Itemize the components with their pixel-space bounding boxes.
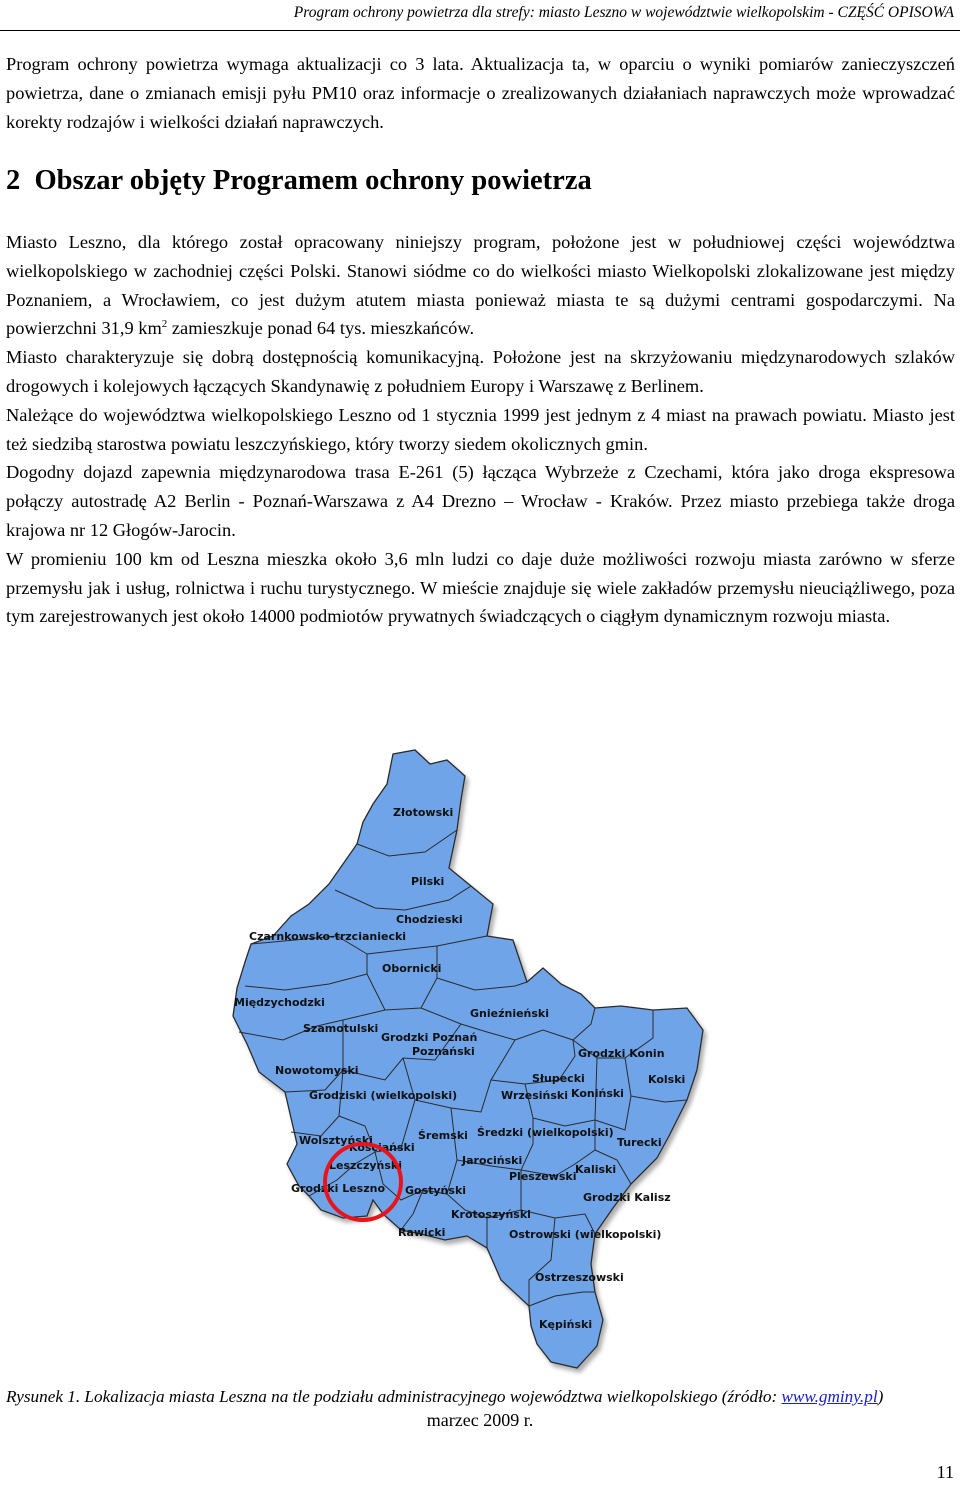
label-sredzki: Średzki (wielkopolski) bbox=[477, 1126, 614, 1139]
figure-caption bbox=[6, 1386, 955, 1408]
label-kaliski: Kaliski bbox=[575, 1163, 617, 1176]
label-czarnkowsko: Czarnkowsko-trzcianiecki bbox=[249, 930, 407, 943]
label-obornicki: Obornicki bbox=[382, 962, 442, 975]
label-sremski: Śremski bbox=[418, 1129, 468, 1142]
label-miedzychodzki: Międzychodzki bbox=[234, 996, 325, 1009]
body-text bbox=[6, 228, 955, 631]
section-heading bbox=[6, 165, 955, 197]
paragraph-economy: W promieniu 100 km od Leszna mieszka około 3,6 mln ludzi co daje duże możliwości rozwoju miasta zarówno w sferze przemysłu jak i usług, rolnictwa i ruchu turystycznego. W mieście znajduje się wiele zakładów przemysłu nieuciążliwego, poza tym zarejestrowanych jest około 14000 podmiotów prywatnych świadczących o ciągłym dynamicznym rozwoju miasta. bbox=[6, 548, 955, 627]
label-koninski: Koniński bbox=[571, 1087, 624, 1100]
label-slupecki: Słupecki bbox=[532, 1072, 585, 1085]
province-map bbox=[225, 740, 745, 1380]
paragraph-roads: Dogodny dojazd zapewnia międzynarodowa trasa E-261 (5) łącząca Wybrzeże z Czechami, która jako droga ekspresowa połączy autostradę A2 Berlin - Poznań-Warszawa z A4 Drezno – Wrocław - Kraków. Przez miasto przebiega także droga krajowa nr 12 Głogów-Jarocin. bbox=[6, 462, 955, 540]
label-ostrowski: Ostrowski (wielkopolski) bbox=[509, 1228, 662, 1241]
label-jarocinski: Jarociński bbox=[462, 1154, 523, 1167]
label-krotoszynski: Krotoszyński bbox=[451, 1208, 531, 1221]
label-pleszewski: Pleszewski bbox=[509, 1170, 577, 1183]
province-map-svg bbox=[225, 740, 745, 1380]
label-poznanski: Poznański bbox=[412, 1045, 475, 1058]
paragraph-status: Należące do województwa wielkopolskiego Leszno od 1 stycznia 1999 jest jednym z 4 miast na prawach powiatu. Miasto jest też siedzibą starostwa powiatu leszczyńskiego, który tworzy siedem okolicznych gmin. bbox=[6, 404, 955, 454]
label-pilski: Pilski bbox=[411, 875, 445, 888]
label-nowotomyski: Nowotomyski bbox=[275, 1064, 359, 1077]
running-header: Program ochrony powietrza dla strefy: miasto Leszno w województwie wielkopolskim - CZĘŚĆ OPISOWA bbox=[293, 4, 954, 21]
label-koscianski: Kościański bbox=[349, 1141, 415, 1154]
label-kolski: Kolski bbox=[648, 1073, 686, 1086]
label-turecki: Turecki bbox=[617, 1136, 662, 1149]
caption-close: ) bbox=[877, 1387, 884, 1406]
label-grodziski: Grodziski (wielkopolski) bbox=[309, 1089, 458, 1102]
section-title: Obszar objęty Programem ochrony powietrza bbox=[34, 165, 592, 196]
caption-text: Rysunek 1. Lokalizacja miasta Leszna na tle podziału administracyjnego województwa wielkopolskiego (źródło: bbox=[6, 1387, 782, 1406]
label-grodzki-kalisz: Grodzki Kalisz bbox=[583, 1191, 671, 1204]
label-grodzki-konin: Grodzki Konin bbox=[578, 1047, 665, 1060]
paragraph-location-text: Miasto Leszno, dla którego został opracowany niniejszy program, położone jest w południowej części województwa wielkopolskiego w zachodniej części Polski. Stanowi siódme co do wielkości miasto Wielkopolski zlokalizowane jest między Poznaniem, a Wrocławiem, co jest dużym atutem miasta ponieważ miasta te są dużymi centrami gospodarczymi. Na powierzchni 31,9 km bbox=[6, 232, 955, 339]
intro-text: Program ochrony powietrza wymaga aktualizacji co 3 lata. Aktualizacja ta, w oparciu o wyniki pomiarów zanieczyszczeń powietrza, dane o zmianach emisji pyłu PM10 oraz informacje o zrealizowanych działaniach naprawczych może wprowadzać korekty rodzajów i wielkości działań naprawczych. bbox=[6, 54, 955, 132]
header-divider bbox=[0, 30, 960, 31]
superscript-2: 2 bbox=[161, 318, 168, 331]
page-number: 11 bbox=[936, 1462, 954, 1482]
label-grodzki-poznan: Grodzki Poznań bbox=[381, 1031, 478, 1044]
label-zlotowski: Złotowski bbox=[393, 806, 454, 819]
label-rawicki: Rawicki bbox=[398, 1226, 446, 1239]
label-wolsztynski: Wolsztyński bbox=[299, 1134, 373, 1147]
paragraph-access: Miasto charakteryzuje się dobrą dostępnością komunikacyjną. Położone jest na skrzyżowaniu międzynarodowych szlaków drogowych i kolejowych łączących Skandynawię z południem Europy i Warszawę z Berlinem. bbox=[6, 347, 955, 396]
source-link[interactable]: www.gminy.pl bbox=[781, 1387, 878, 1406]
label-ostrzeszowski: Ostrzeszowski bbox=[535, 1271, 624, 1284]
label-szamotulski: Szamotulski bbox=[303, 1022, 379, 1035]
label-kepinski: Kępiński bbox=[539, 1318, 593, 1331]
label-gostynski: Gostyński bbox=[405, 1184, 467, 1197]
paragraph-location bbox=[6, 228, 955, 343]
section-number: 2 bbox=[6, 165, 21, 196]
paragraph-location-text-end: zamieszkuje ponad 64 tys. mieszkańców. bbox=[167, 318, 475, 339]
label-wrzesinski: Wrzesiński bbox=[501, 1089, 569, 1102]
label-gniezninski: Gnieźnieński bbox=[470, 1007, 550, 1020]
footer-date: marzec 2009 r. bbox=[426, 1410, 534, 1430]
label-leszczynski: Leszczyński bbox=[329, 1159, 402, 1172]
label-grodzki-leszno: Grodzki Leszno bbox=[291, 1182, 386, 1195]
label-chodzieski: Chodzieski bbox=[396, 913, 463, 926]
intro-paragraph bbox=[6, 50, 955, 136]
